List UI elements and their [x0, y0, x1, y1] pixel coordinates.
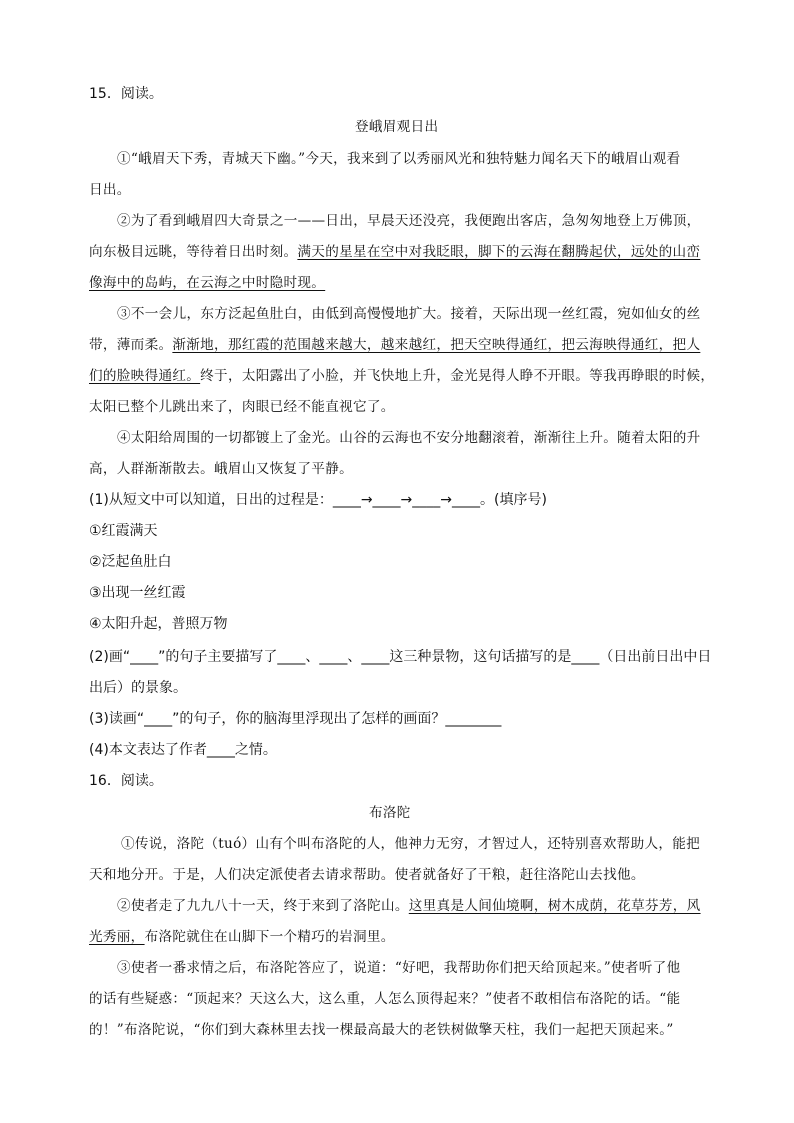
paragraph-line: 们的脸映得通红。终于，太阳露出了小脸，并飞快地上升，金光晃得人睁不开眼。等我再睁眼的时候，	[89, 368, 715, 384]
paragraph-line: ③使者一番求情之后，布洛陀答应了，说道：“好吧，我帮助你们把天给顶起来。”使者听了他	[117, 960, 681, 976]
question-item: (3)读画“____”的句子，你的脑海里浮现出了怎样的画面？________	[89, 711, 502, 727]
question-item: 出后）的景象。	[89, 680, 187, 696]
question-item: (2)画“____”的句子主要描写了____、____、____这三种景物，这句话描写的是____（日出前日出中日	[89, 649, 712, 665]
paragraph-line: 光秀丽，布洛陀就住在山脚下一个精巧的岩洞里。	[89, 929, 395, 945]
paragraph-line: 天和地分开。于是，人们决定派使者去请求帮助。使者就备好了干粮，赶往洛陀山去找他。	[89, 867, 645, 883]
paragraph-line: 日出。	[89, 182, 131, 198]
paragraph-line: ③不一会儿，东方泛起鱼肚白，由低到高慢慢地扩大。接着，天际出现一丝红霞，宛如仙女的丝	[117, 306, 701, 322]
passage-title: 布洛陀	[369, 805, 411, 821]
paragraph-line: ②使者走了九九八十一天，终于来到了洛陀山。这里真是人间仙境啊，树木成荫，花草芬芳，风	[117, 898, 701, 914]
underlined-sentence: 们的脸映得通红。	[89, 368, 201, 384]
underlined-sentence: 满天的星星在空中对我眨眼，脚下的云海在翻腾起伏，远处的山峦	[297, 244, 701, 260]
question-item: (1)从短文中可以知道，日出的过程是：____→____→____→____。(填序号)	[89, 492, 547, 508]
question-item: (4)本文表达了作者____之情。	[89, 742, 277, 758]
paragraph-line: 的！”布洛陀说，“你们到大森林里去找一棵最高最大的老铁树做擎天柱，我们一起把天顶起来。”	[89, 1022, 674, 1038]
paragraph-line: ④太阳给周围的一切都镀上了金光。山谷的云海也不安分地翻滚着，渐渐往上升。随着太阳的升	[117, 430, 701, 446]
passage-title: 登峨眉观日出	[355, 119, 439, 135]
option-item: ①红霞满天	[89, 523, 158, 539]
paragraph-line: 高，人群渐渐散去。峨眉山又恢复了平静。	[89, 461, 353, 477]
question-15-heading: 15．阅读。	[89, 86, 163, 102]
underlined-sentence: 像海中的岛屿，在云海之中时隐时现。	[89, 275, 326, 291]
paragraph-line: 太阳已整个儿跳出来了，肉眼已经不能直视它了。	[89, 399, 395, 415]
paragraph-line: ①传说，洛陀（tuó）山有个叫布洛陀的人，他神力无穷，才智过人，还特别喜欢帮助人，能把	[121, 836, 701, 852]
paragraph-line: 向东极目远眺，等待着日出时刻。满天的星星在空中对我眨眼，脚下的云海在翻腾起伏，远处的山峦	[89, 244, 701, 260]
underlined-sentence: 渐渐地，那红霞的范围越来越大，越来越红，把天空映得通红，把云海映得通红，把人	[172, 337, 701, 353]
paragraph-line	[89, 271, 325, 291]
option-item: ③出现一丝红霞	[89, 585, 186, 601]
paragraph-line: 带，薄而柔。渐渐地，那红霞的范围越来越大，越来越红，把天空映得通红，把云海映得通红，把人	[89, 337, 701, 353]
underlined-sentence: 这里真是人间仙境啊，树木成荫，花草芬芳，风	[408, 898, 701, 914]
option-item: ④太阳升起，普照万物	[89, 616, 228, 632]
paragraph-line: ②为了看到峨眉四大奇景之一——日出，早晨天还没亮，我便跑出客店，急匆匆地登上万佛顶，	[117, 213, 701, 229]
underlined-sentence: 光秀丽，	[89, 929, 145, 945]
paragraph-line: ①“峨眉天下秀，青城天下幽。”今天，我来到了以秀丽风光和独特魅力闻名天下的峨眉山观看	[117, 151, 681, 167]
question-16-heading: 16．阅读。	[89, 773, 163, 789]
paragraph-line: 的话有些疑惑：“顶起来？天这么大，这么重，人怎么顶得起来？”使者不敢相信布洛陀的话。“能	[89, 991, 681, 1007]
option-item: ②泛起鱼肚白	[89, 554, 172, 570]
